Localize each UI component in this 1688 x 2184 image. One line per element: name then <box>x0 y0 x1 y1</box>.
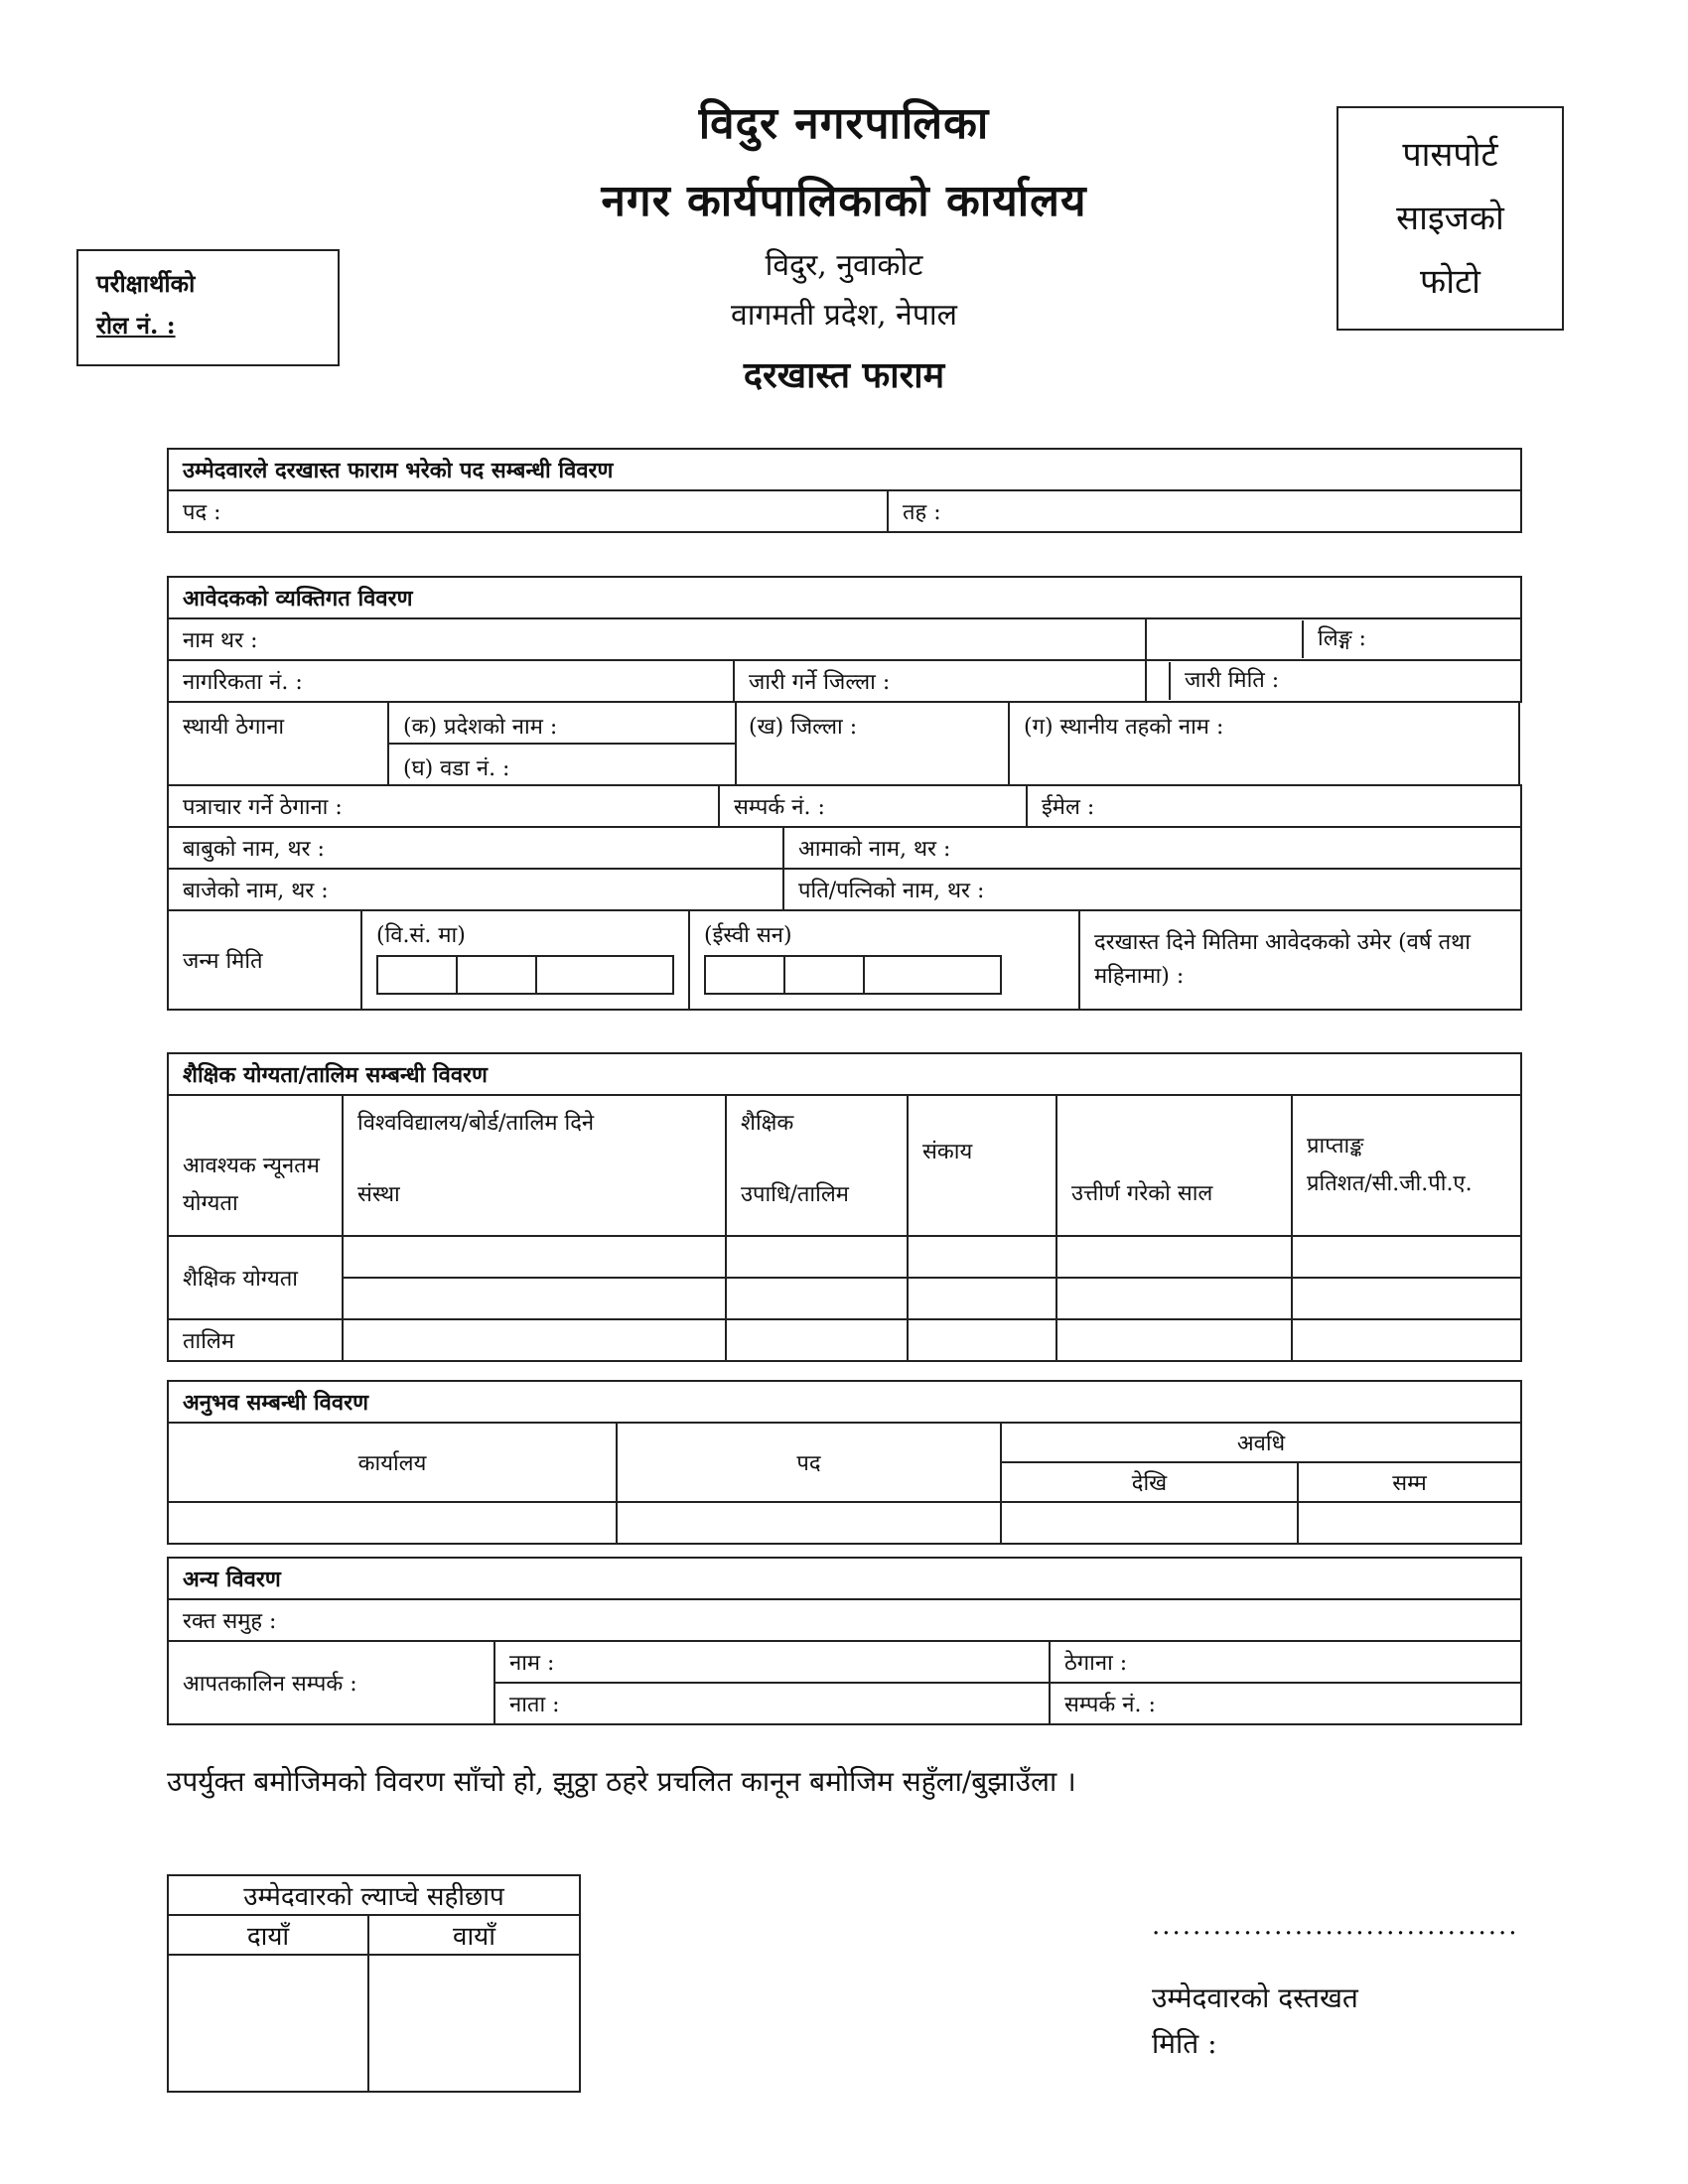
table-cell[interactable] <box>343 1278 726 1319</box>
table-cell[interactable] <box>1292 1319 1521 1361</box>
photo-label-line3: फोटो <box>1420 262 1480 302</box>
row-training-label: तालिम <box>168 1319 343 1361</box>
dob-bs-cell <box>361 910 689 1010</box>
col-min-qualification: आवश्यक न्यूनतम योग्यता <box>168 1095 343 1236</box>
issue-district-field[interactable]: जारी गर्ने जिल्ला : <box>734 660 1146 702</box>
col-degree <box>726 1095 908 1236</box>
row-education-label: शैक्षिक योग्यता <box>168 1236 343 1319</box>
gender-field[interactable]: लिङ्ग : <box>1302 620 1506 658</box>
address-line-2: वागमती प्रदेश, नेपाल <box>731 298 957 333</box>
col-degree-line1: शैक्षिक <box>741 1111 794 1136</box>
gender-cell <box>1146 618 1521 660</box>
table-cell[interactable] <box>908 1319 1056 1361</box>
divider <box>735 703 737 786</box>
district-field[interactable]: (ख) जिल्ला : <box>749 715 858 740</box>
personal-table-c <box>167 826 1522 911</box>
ward-field[interactable]: (घ) वडा नं. : <box>403 756 510 781</box>
municipality-name: विदुर नगरपालिका <box>698 98 990 149</box>
thumbprint-table <box>167 1874 581 2093</box>
permanent-address-block <box>167 701 1520 786</box>
col-institution <box>343 1095 726 1236</box>
mailing-address-field[interactable]: पत्राचार गर्ने ठेगाना : <box>168 785 719 827</box>
table-cell[interactable] <box>726 1236 908 1278</box>
table-cell[interactable] <box>343 1236 726 1278</box>
personal-section-title: आवेदकको व्यक्तिगत विवरण <box>168 577 1521 618</box>
photo-label-line1: पासपोर्ट <box>1402 135 1498 175</box>
emergency-address-field[interactable]: ठेगाना : <box>1050 1641 1521 1683</box>
thumbprint-left-label: वायाँ <box>368 1915 580 1955</box>
col-post: पद <box>617 1423 1001 1502</box>
citizenship-field[interactable]: नागरिकता नं. : <box>168 660 734 702</box>
local-level-field[interactable]: (ग) स्थानीय तहको नाम : <box>1024 715 1224 740</box>
dob-table <box>167 909 1522 1011</box>
divider <box>1008 703 1010 786</box>
spouse-name-field[interactable]: पति/पत्निको नाम, थर : <box>783 869 1521 910</box>
level-field[interactable]: तह : <box>888 490 1521 532</box>
form-title: दरखास्त फाराम <box>743 354 945 396</box>
col-from: देखि <box>1001 1462 1298 1502</box>
signature-date[interactable]: मिति : <box>1152 2027 1217 2060</box>
dob-ad-year-box[interactable] <box>704 955 785 995</box>
emergency-name-field[interactable]: नाम : <box>494 1641 1050 1683</box>
emergency-contact-field[interactable]: सम्पर्क नं. : <box>1050 1683 1521 1724</box>
col-institution-line1: विश्वविद्यालय/बोर्ड/तालिम दिने <box>357 1111 595 1136</box>
personal-section <box>167 576 1520 1011</box>
experience-table <box>167 1380 1522 1545</box>
table-cell[interactable] <box>1056 1278 1292 1319</box>
signature-label: उम्मेदवारको दस्तखत <box>1152 1981 1358 2014</box>
dob-ad-day-box[interactable] <box>863 955 1002 995</box>
declaration-text: उपर्युक्त बमोजिमको विवरण साँचो हो, झुठ्ठा ठहरे प्रचलित कानून बमोजिम सहुँला/बुझाउँला । <box>167 1765 1076 1798</box>
education-section-title: शैक्षिक योग्यता/तालिम सम्बन्धी विवरण <box>168 1053 1521 1095</box>
photo-box[interactable] <box>1336 106 1564 331</box>
table-cell[interactable] <box>1056 1319 1292 1361</box>
email-field[interactable]: ईमेल : <box>1027 785 1521 827</box>
table-cell[interactable] <box>168 1502 617 1544</box>
personal-table-b <box>167 784 1522 828</box>
roll-number-box[interactable] <box>76 249 340 366</box>
issue-date-cell <box>1146 660 1521 702</box>
photo-label-line2: साइजको <box>1396 199 1504 238</box>
emergency-contact-label: आपतकालिन सम्पर्क : <box>168 1641 494 1724</box>
table-cell[interactable] <box>726 1319 908 1361</box>
table-cell[interactable] <box>908 1278 1056 1319</box>
divider <box>387 743 735 745</box>
dob-bs-day-box[interactable] <box>535 955 674 995</box>
col-institution-line2: संस्था <box>357 1182 400 1207</box>
col-passed-year: उत्तीर्ण गरेको साल <box>1056 1095 1292 1236</box>
table-cell[interactable] <box>1056 1236 1292 1278</box>
education-table <box>167 1052 1522 1362</box>
post-section-title: उम्मेदवारले दरखास्त फाराम भरेको पद सम्बन्धी विवरण <box>168 449 1521 490</box>
roll-label-line1: परीक्षार्थीको <box>96 269 196 298</box>
col-degree-line2: उपाधि/तालिम <box>741 1182 849 1207</box>
table-cell[interactable] <box>726 1278 908 1319</box>
col-office: कार्यालय <box>168 1423 617 1502</box>
thumbprint-right-box[interactable] <box>168 1955 368 2092</box>
dob-bs-month-box[interactable] <box>456 955 537 995</box>
table-cell[interactable] <box>908 1236 1056 1278</box>
signature-block <box>1152 1976 1358 2067</box>
col-faculty: संकाय <box>908 1095 1056 1236</box>
issue-date-field[interactable]: जारी मिति : <box>1169 662 1506 700</box>
thumbprint-right-label: दायाँ <box>168 1915 368 1955</box>
table-cell[interactable] <box>617 1502 1001 1544</box>
mother-name-field[interactable]: आमाको नाम, थर : <box>783 827 1521 869</box>
name-field[interactable]: नाम थर : <box>168 618 1146 660</box>
table-cell[interactable] <box>1298 1502 1521 1544</box>
table-cell[interactable] <box>1001 1502 1298 1544</box>
address-line-1: विदुर, नुवाकोट <box>765 248 923 283</box>
dob-ad-cell <box>689 910 1079 1010</box>
roll-label-line2: रोल नं. : <box>96 311 176 340</box>
personal-table-a <box>167 576 1522 703</box>
thumbprint-title: उम्मेदवारको ल्याप्चे सहीछाप <box>168 1875 580 1915</box>
dob-ad-inputs[interactable] <box>704 955 1064 995</box>
other-section-title: अन्य विवरण <box>168 1558 1521 1599</box>
permanent-address-label: स्थायी ठेगाना <box>183 715 285 740</box>
post-section-table <box>167 448 1522 533</box>
col-grade-line1: प्राप्ताङ्क <box>1307 1134 1364 1159</box>
dob-bs-year-box[interactable] <box>376 955 458 995</box>
emergency-relation-field[interactable]: नाता : <box>494 1683 1050 1724</box>
col-duration: अवधि <box>1001 1423 1521 1462</box>
table-cell[interactable] <box>1292 1236 1521 1278</box>
divider <box>387 703 389 786</box>
table-cell[interactable] <box>343 1319 726 1361</box>
blood-group-field[interactable]: रक्त समुह : <box>168 1599 1521 1641</box>
dob-ad-month-box[interactable] <box>783 955 865 995</box>
col-grade <box>1292 1095 1521 1236</box>
table-cell[interactable] <box>1292 1278 1521 1319</box>
post-field[interactable]: पद : <box>168 490 888 532</box>
col-grade-line2: प्रतिशत/सी.जी.पी.ए. <box>1307 1171 1473 1196</box>
father-name-field[interactable]: बाबुको नाम, थर : <box>168 827 783 869</box>
dob-bs-inputs[interactable] <box>376 955 674 995</box>
experience-section-title: अनुभव सम्बन्धी विवरण <box>168 1381 1521 1423</box>
dob-label: जन्म मिति <box>168 910 361 1010</box>
age-field[interactable]: दरखास्त दिने मितिमा आवेदकको उमेर (वर्ष तथा महिनामा) : <box>1079 910 1521 1010</box>
grandfather-name-field[interactable]: बाजेको नाम, थर : <box>168 869 783 910</box>
other-details-table <box>167 1557 1522 1725</box>
thumbprint-left-box[interactable] <box>368 1955 580 2092</box>
province-field[interactable]: (क) प्रदेशको नाम : <box>403 715 558 740</box>
signature-line[interactable]: .................................... <box>1152 1911 1519 1941</box>
col-to: सम्म <box>1298 1462 1521 1502</box>
dob-bs-label: (वि.सं. मा) <box>376 923 466 948</box>
office-name: नगर कार्यपालिकाको कार्यालय <box>601 176 1087 226</box>
contact-number-field[interactable]: सम्पर्क नं. : <box>719 785 1027 827</box>
dob-ad-label: (ईस्वी सन) <box>704 923 792 948</box>
